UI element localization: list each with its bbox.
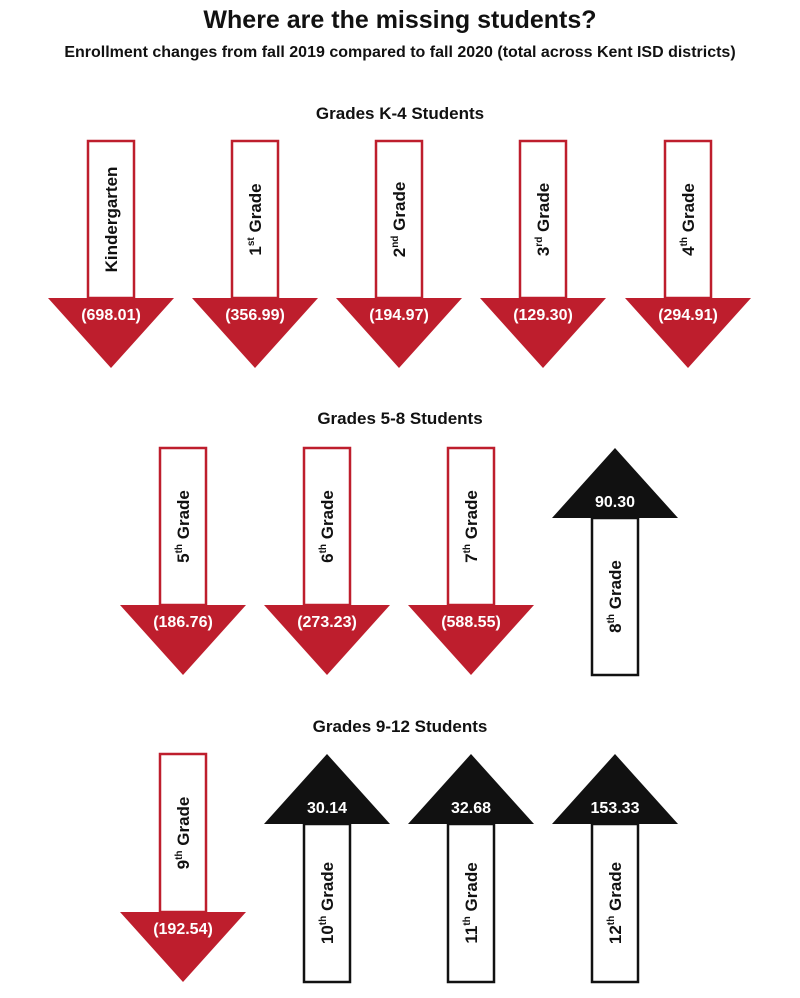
section-title-k4: Grades K-4 Students bbox=[315, 104, 485, 123]
value-label: 32.68 bbox=[450, 800, 492, 817]
grade-label: 9th Grade bbox=[174, 796, 193, 870]
page-title: Where are the missing students? bbox=[203, 6, 597, 34]
value-label: (356.99) bbox=[225, 307, 285, 324]
arrow-8th-grade bbox=[552, 448, 678, 675]
value-label: 153.33 bbox=[590, 800, 640, 817]
value-label: (273.23) bbox=[297, 614, 357, 631]
grade-label: 8th Grade bbox=[606, 560, 625, 633]
grade-label: 11th Grade bbox=[462, 862, 481, 944]
grade-label: 2nd Grade bbox=[390, 181, 409, 258]
section-title-9-12: Grades 9-12 Students bbox=[312, 717, 488, 736]
arrow-1st-grade bbox=[192, 141, 318, 368]
value-label: 90.30 bbox=[594, 494, 636, 511]
value-label: (588.55) bbox=[441, 614, 501, 631]
grade-label: Kindergarten bbox=[102, 166, 121, 273]
grade-label: 6th Grade bbox=[318, 490, 337, 563]
value-label: (194.97) bbox=[369, 307, 429, 324]
value-label: (129.30) bbox=[513, 307, 573, 324]
value-label: (192.54) bbox=[153, 921, 213, 938]
grade-label: 5th Grade bbox=[174, 490, 193, 563]
value-label: (698.01) bbox=[81, 307, 141, 324]
arrow-12th-grade bbox=[552, 754, 678, 982]
grade-label: 4th Grade bbox=[679, 183, 698, 256]
value-label: (186.76) bbox=[153, 614, 213, 631]
arrow-7th-grade bbox=[408, 448, 534, 675]
arrow-11th-grade bbox=[408, 754, 534, 982]
arrow-2nd-grade bbox=[336, 141, 462, 368]
grade-label: 1st Grade bbox=[246, 183, 265, 256]
grade-label: 10th Grade bbox=[318, 861, 337, 945]
arrow-kindergarten bbox=[48, 141, 174, 368]
grade-label: 3rd Grade bbox=[534, 182, 553, 257]
grade-label: 12th Grade bbox=[606, 861, 625, 945]
section-title-5-8: Grades 5-8 Students bbox=[317, 409, 483, 428]
arrow-9th-grade bbox=[120, 754, 246, 982]
value-label: (294.91) bbox=[658, 307, 718, 324]
arrow-10th-grade bbox=[264, 754, 390, 982]
arrow-4th-grade bbox=[625, 141, 751, 368]
arrow-3rd-grade bbox=[480, 141, 606, 368]
arrow-6th-grade bbox=[264, 448, 390, 675]
value-label: 30.14 bbox=[306, 800, 348, 817]
arrow-5th-grade bbox=[120, 448, 246, 675]
grade-label: 7th Grade bbox=[462, 490, 481, 563]
page-subtitle: Enrollment changes from fall 2019 compared to fall 2020 (total across Kent ISD districts) bbox=[64, 44, 736, 61]
